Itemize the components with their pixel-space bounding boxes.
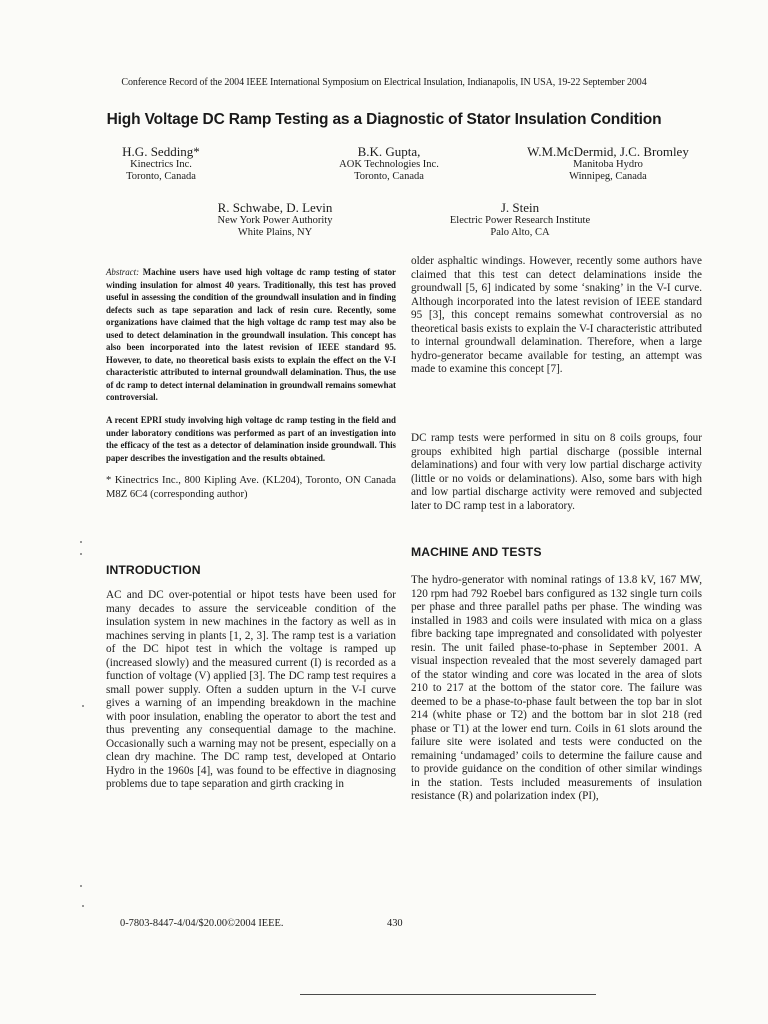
author-block-4 [190,201,360,238]
machine-and-tests-heading: MACHINE AND TESTS [411,545,542,559]
author-affiliation: Kinectrics Inc. [130,159,192,171]
machine-and-tests-text: The hydro-generator with nominal ratings of 13.8 kV, 167 MW, 120 rpm had 792 Roebel bars configured as 132 single turn coils per phase and three parallel paths per phase. The winding was installed in 1983 and coils were insulated with mica on a glass fibre backing tape impregnated and consolidated with polyester resin. The unit failed phase-to-phase in September 2001. A visual inspection revealed that the most severely damaged part of the stator winding and core was located in the area of slots 210 to 217 at the bottom of the stator core. The failure was deemed to be a phase-to-phase fault between the top bar in slot 214 (white phase or T2) and the bottom bar in slot 218 (red phase or T1) at the lower end turn. Coils in 61 slots around the failure site were isolated and tests were conducted on the remaining ‘undamaged’ coils to determine the failure cause and to provide guidance on the condition of other similar windings in the station. Tests included measurements of insulation resistance (R) and polarization index (PI), [411,574,702,802]
page-number: 430 [387,918,403,929]
author-footnote: * Kinectrics Inc., 800 Kipling Ave. (KL204), Toronto, ON Canada M8Z 6C4 (corresponding author) [106,475,396,500]
scan-speck [80,541,82,543]
author-affiliation: New York Power Authority [217,215,333,227]
author-name: B.K. Gupta, [357,144,421,159]
paper-title: High Voltage DC Ramp Testing as a Diagnostic of Stator Insulation Condition [106,111,662,128]
scan-speck [80,553,82,555]
author-block-1 [96,145,226,182]
abstract-text: Machine users have used high voltage dc ramp testing of stator winding insulation for almost 40 years. Traditionally, this test has proved useful in assessing the condition of the groundwall insulation and in finding defects such as tape separation and lack of resin cure. Recently, some organizations have claimed that the high voltage dc ramp test may also be used to detect delamination in the groundwall insulation. This concept has also been incorporated into the latest revision of IEEE standard 95. However, to date, no theoretical basis exists to explain the effect on the V-I characteristic attributed to internal groundwall delamination. Thus, the use of dc ramp to detect internal delamination in groundwall remains somewhat controversial. [106,267,396,403]
scan-speck [80,885,82,887]
author-name: W.M.McDermid, J.C. Bromley [527,144,689,159]
author-location: Toronto, Canada [354,170,424,182]
author-affiliation: AOK Technologies Inc. [339,159,439,171]
right-column-paragraph-1: older asphaltic windings. However, recently some authors have claimed that this test can detect delaminations inside the groundwall [5, 6] indicated by some ‘snaking’ in the V-I curve. Although incorporated into the latest revision of IEEE standard 95 [3], this concept remains somewhat controversial as no theoretical basis exists to explain the V-I characteristic attributed to internal groundwall delamination. Therefore, when a large hydro-generator became available for testing, an attempt was made to examine this concept [7]. [411,255,702,375]
author-location: White Plains, NY [237,226,313,238]
author-block-5 [420,201,620,238]
abstract-label: Abstract: [106,267,140,277]
abstract-paragraph-1 [106,266,396,404]
introduction-text: AC and DC over-potential or hipot tests have been used for many decades to assure the serviceable condition of the insulation system in new machines in the factory as well as in machines serving in plants [1, 2, 3]. The ramp test is a variation of the DC hipot test in which the voltage is ramped up (increased slowly) and the measured current (I) is recorded as a function of voltage (V) applied [3]. The DC ramp test requires a small power supply. Often a sudden upturn in the V-I curve gives a warning of an impending breakdown in the machine with poor insulation, enabling the operator to abort the test and thus preventing any consequential damage to the machine. Occasionally such a warning may not be present, especially on a clean dry machine. The DC ramp test, developed at Ontario Hydro in the 1960s [4], was found to be effective in diagnosing problems due to tape separation and girth cracking in [106,589,396,790]
author-affiliation: Electric Power Research Institute [449,215,591,227]
right-column-paragraph-2: DC ramp tests were performed in situ on 8 coils groups, four groups exhibited high partial discharge (possible internal delaminations) and four with very low partial discharge activity (little or no voids or delaminations). Also, some bars with high and low partial discharge activity were removed and subjected later to DC ramp test in a laboratory. [411,432,702,512]
author-location: Winnipeg, Canada [569,170,647,182]
author-location: Palo Alto, CA [490,226,550,238]
author-name: J. Stein [500,200,540,215]
scan-speck [82,905,84,907]
scan-speck [82,705,84,707]
author-name: H.G. Sedding* [122,144,200,159]
conference-header: Conference Record of the 2004 IEEE International Symposium on Electrical Insulation, Indianapolis, IN USA, 19-22 September 2004 [121,77,647,88]
author-affiliation: Manitoba Hydro [573,159,643,171]
scan-line-artifact [300,994,596,995]
author-block-3 [508,145,708,182]
introduction-heading: INTRODUCTION [106,563,201,577]
abstract-paragraph-2: A recent EPRI study involving high voltage dc ramp testing in the field and under laboratory conditions was performed as part of an investigation into the efficacy of the test as a detector of delamination inside groundwall. This paper describes the investigation and the results obtained. [106,415,396,463]
author-location: Toronto, Canada [126,170,196,182]
copyright-line: 0-7803-8447-4/04/$20.00©2004 IEEE. [120,918,284,929]
left-column [106,266,396,501]
author-block-2 [319,145,459,182]
author-name: R. Schwabe, D. Levin [217,200,333,215]
